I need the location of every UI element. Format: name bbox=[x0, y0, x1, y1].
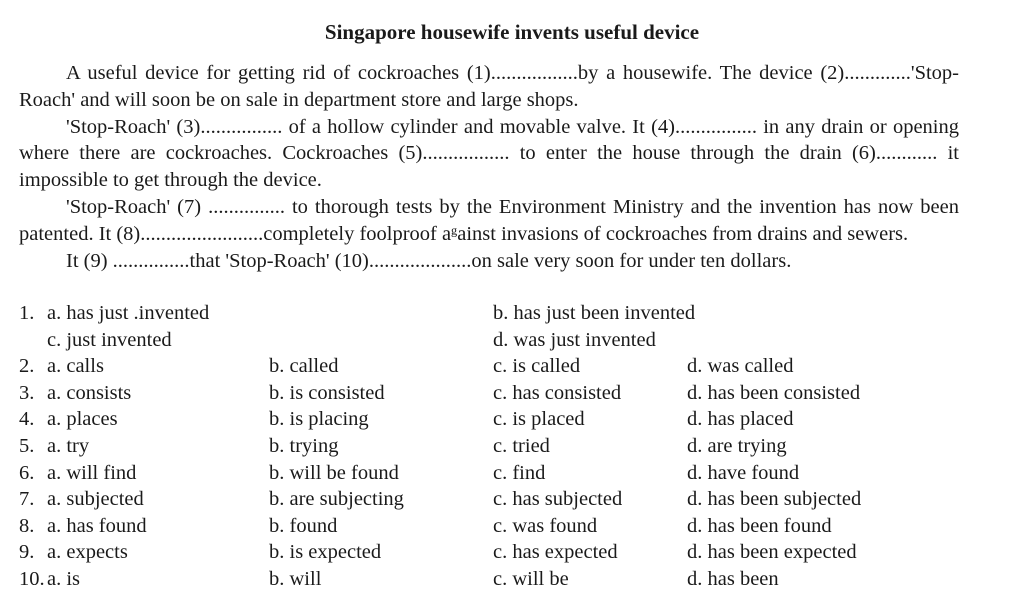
option-c[interactable]: c. will be bbox=[493, 567, 569, 590]
passage-paragraph-1: A useful device for getting rid of cockroaches (1).................by a housewife. The device (2).............'Stop-Roach' and will soon be on sale in department store and large shops. bbox=[19, 62, 959, 111]
question-10-row bbox=[19, 566, 1019, 593]
option-a[interactable]: a. subjected bbox=[47, 488, 144, 511]
option-b[interactable]: b. found bbox=[269, 514, 338, 537]
option-a[interactable]: a. is bbox=[47, 567, 81, 590]
option-b[interactable]: b. are subjecting bbox=[269, 488, 404, 511]
option-c[interactable]: c. was found bbox=[493, 514, 598, 537]
option-b[interactable]: b. will bbox=[269, 567, 322, 590]
option-b[interactable]: b. is expected bbox=[269, 541, 382, 564]
option-a[interactable]: a. has found bbox=[47, 514, 147, 537]
option-d[interactable]: d. was called bbox=[687, 355, 794, 378]
page-title: Singapore housewife invents useful device bbox=[324, 20, 700, 44]
question-7-row bbox=[19, 486, 1019, 513]
option-c[interactable]: c. has expected bbox=[493, 541, 618, 564]
option-a[interactable]: a. will find bbox=[47, 461, 137, 484]
option-b[interactable]: b. is consisted bbox=[269, 381, 385, 404]
option-a[interactable]: a. places bbox=[47, 408, 118, 431]
option-b[interactable]: b. is placing bbox=[269, 408, 369, 431]
question-3-row bbox=[19, 380, 1019, 407]
question-number: 4. bbox=[19, 408, 35, 431]
question-number: 2. bbox=[19, 355, 35, 378]
option-c[interactable]: c. just invented bbox=[47, 328, 172, 351]
option-d[interactable]: d. are trying bbox=[687, 434, 787, 457]
option-c[interactable]: c. is called bbox=[493, 355, 581, 378]
option-d[interactable]: d. has been expected bbox=[687, 541, 857, 564]
option-b[interactable]: b. will be found bbox=[269, 461, 399, 484]
question-number: 9. bbox=[19, 541, 35, 564]
question-9-row bbox=[19, 539, 1019, 566]
question-number: 8. bbox=[19, 514, 35, 537]
reading-passage bbox=[19, 60, 959, 274]
option-c[interactable]: c. has consisted bbox=[493, 381, 622, 404]
option-a[interactable]: a. has just .invented bbox=[47, 302, 210, 324]
question-6-row bbox=[19, 460, 1019, 487]
option-b[interactable]: b. has just been invented bbox=[493, 302, 696, 324]
option-d[interactable]: d. has been found bbox=[687, 514, 832, 537]
option-c[interactable]: c. is placed bbox=[493, 408, 585, 431]
option-d[interactable]: d. has been consisted bbox=[687, 381, 861, 404]
question-4-row bbox=[19, 406, 1019, 433]
option-a[interactable]: a. expects bbox=[47, 541, 128, 564]
question-8-row bbox=[19, 513, 1019, 540]
option-a[interactable]: a. consists bbox=[47, 381, 132, 404]
option-a[interactable]: a. try bbox=[47, 434, 90, 457]
answer-options bbox=[19, 300, 1019, 593]
question-number: 5. bbox=[19, 434, 35, 457]
option-c[interactable]: c. has subjected bbox=[493, 488, 623, 511]
option-c[interactable]: c. tried bbox=[493, 434, 550, 457]
option-b[interactable]: b. trying bbox=[269, 434, 339, 457]
option-a[interactable]: a. calls bbox=[47, 355, 104, 378]
question-1-row-2 bbox=[19, 327, 1019, 354]
passage-paragraph-3: 'Stop-Roach' (7) ............... to thorough tests by the Environment Ministry and the invention has now been patented. It (8)........................completely foolproof aᵍainst invasions of cockroaches from drains and sewers. bbox=[19, 195, 959, 245]
option-d[interactable]: d. has been bbox=[687, 567, 779, 590]
passage-paragraph-2: 'Stop-Roach' (3)................ of a hollow cylinder and movable valve. It (4)................ in any drain or opening where there are cockroaches. Cockroaches (5)................. to enter the house through the drain (6)............ it impossible to get through the device. bbox=[19, 115, 959, 192]
question-5-row bbox=[19, 433, 1019, 460]
option-d[interactable]: d. have found bbox=[687, 461, 800, 484]
question-number: 3. bbox=[19, 381, 35, 404]
question-number: 7. bbox=[19, 488, 35, 511]
option-d[interactable]: d. was just invented bbox=[493, 328, 656, 351]
option-d[interactable]: d. has placed bbox=[687, 408, 794, 431]
passage-paragraph-4: It (9) ...............that 'Stop-Roach' (10)....................on sale very soon for under ten dollars. bbox=[66, 249, 792, 272]
option-c[interactable]: c. find bbox=[493, 461, 546, 484]
question-number: 10. bbox=[19, 567, 45, 590]
question-1-row-1 bbox=[19, 300, 1019, 327]
option-b[interactable]: b. called bbox=[269, 355, 339, 378]
question-number: 1. bbox=[19, 302, 35, 324]
question-2-row bbox=[19, 353, 1019, 380]
question-number: 6. bbox=[19, 461, 35, 484]
option-d[interactable]: d. has been subjected bbox=[687, 488, 862, 511]
